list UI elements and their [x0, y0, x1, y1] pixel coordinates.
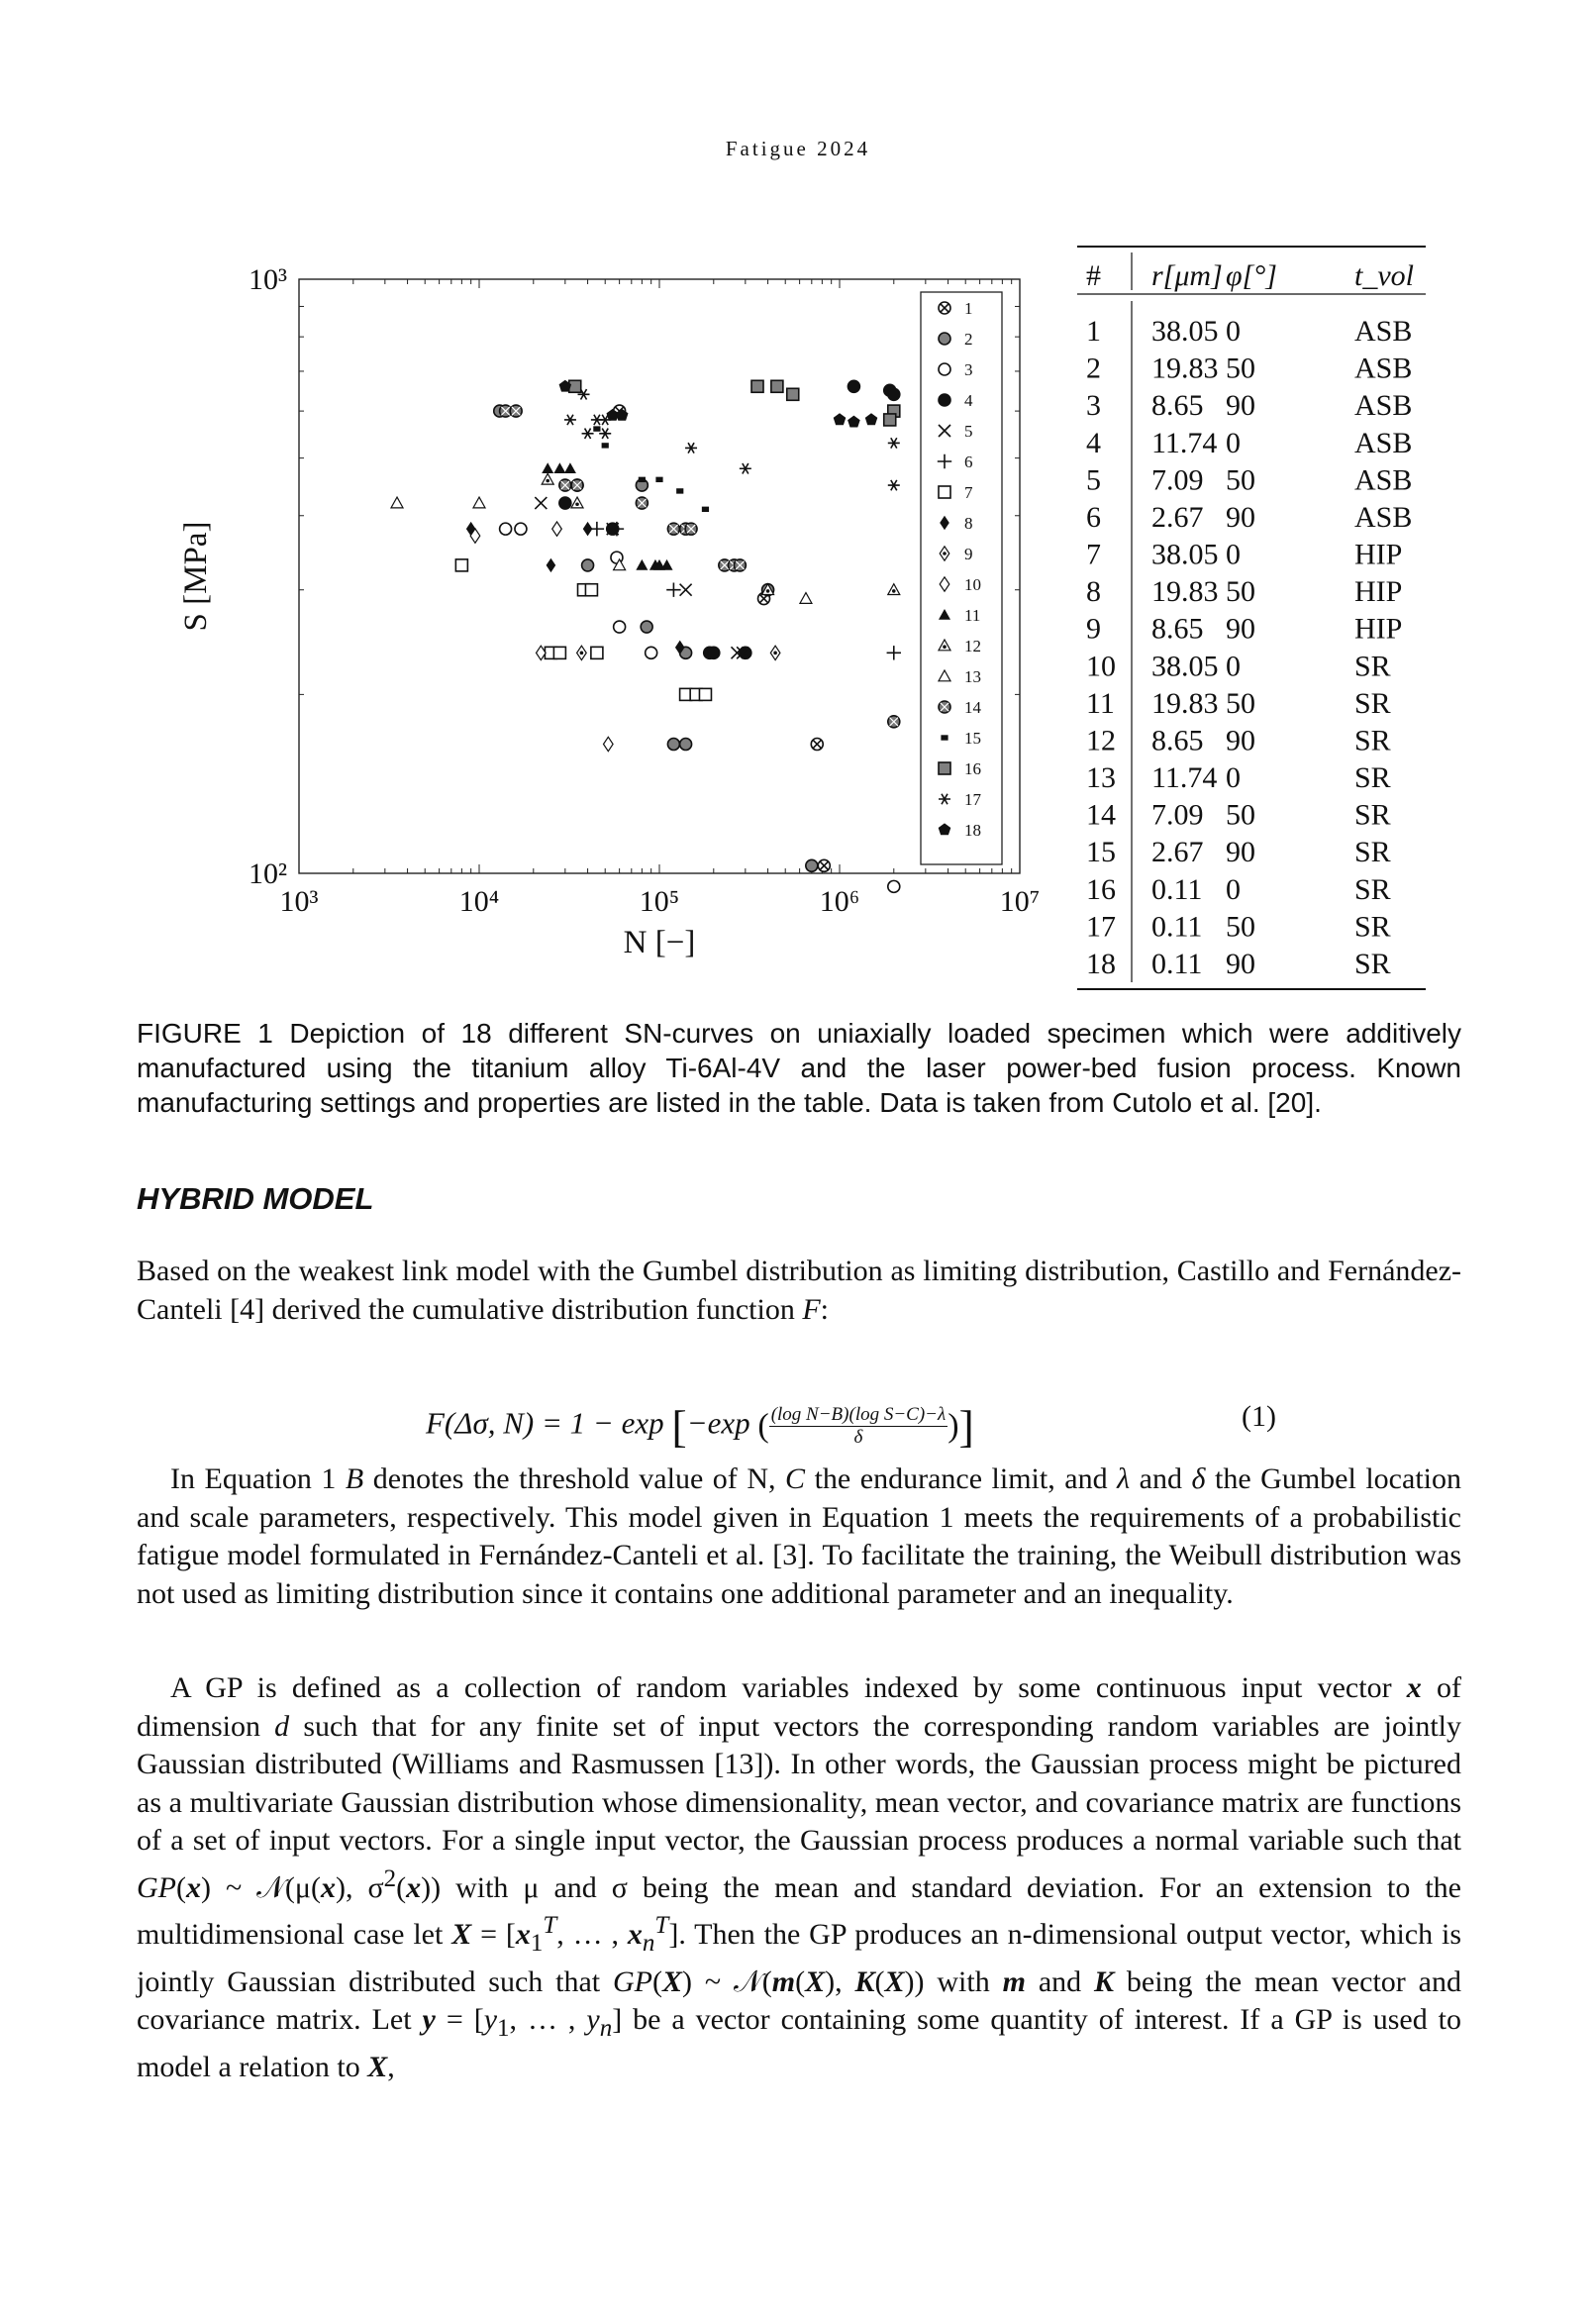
legend-label: 14 — [964, 698, 981, 717]
data-point-series-14 — [559, 479, 571, 491]
y-tick-label: 10³ — [249, 263, 287, 296]
table-cell: 90 — [1226, 500, 1255, 534]
data-point-series-3 — [646, 647, 657, 658]
legend-label: 8 — [964, 514, 973, 533]
data-point-series-13 — [800, 593, 812, 604]
legend-marker-14 — [939, 701, 950, 713]
data-point-series-14 — [888, 716, 900, 728]
data-point-series-7 — [455, 559, 467, 571]
table-cell: 7.09 — [1151, 798, 1204, 832]
table-cell: 8 — [1086, 575, 1101, 609]
table-header-cell: φ[°] — [1226, 259, 1277, 292]
table-cell: 90 — [1226, 948, 1255, 980]
data-point-series-14 — [685, 523, 697, 535]
data-point-series-12 — [888, 584, 900, 595]
data-point-series-14 — [571, 479, 583, 491]
legend-marker-2 — [939, 333, 950, 345]
plot-frame — [299, 279, 1020, 873]
data-point-series-12 — [571, 497, 583, 508]
data-point-series-17 — [740, 463, 751, 473]
data-point-series-15 — [639, 477, 646, 482]
paragraph-1: Based on the weakest link model with the Gumbel distribution as limiting distribution, Castillo and Fernández-Canteli [4] derived the cumulative distribution function F: — [137, 1255, 1461, 1326]
data-point-series-2 — [680, 739, 692, 751]
legend-label: 3 — [964, 360, 973, 379]
table-cell: 0.11 — [1151, 910, 1203, 944]
x-tick-label: 10⁵ — [639, 885, 680, 918]
table-cell: 0 — [1226, 315, 1241, 348]
table-cell: 16 — [1086, 872, 1116, 906]
data-point-series-15 — [602, 443, 609, 448]
data-point-series-16 — [569, 380, 581, 392]
data-point-series-9 — [577, 646, 587, 659]
table-cell: 19.83 — [1151, 575, 1219, 609]
table-cell: ASB — [1354, 500, 1413, 534]
figure-caption: FIGURE 1 Depiction of 18 different SN-curves on uniaxially loaded specimen which were additively manufactured using the titanium alloy Ti-6Al-4V and the laser power-bed fusion process. Known manufacturing settings and properties are listed in the table. Data is taken from Cutolo et al. [20]. — [137, 1018, 1461, 1118]
data-point-series-7 — [553, 647, 565, 658]
data-point-series-14 — [636, 497, 648, 509]
data-point-series-13 — [391, 497, 403, 508]
legend-label: 16 — [964, 759, 981, 778]
table-cell: SR — [1354, 761, 1391, 795]
table-cell: SR — [1354, 948, 1391, 980]
equation-fraction — [769, 1404, 948, 1449]
table-cell: 12 — [1086, 724, 1116, 757]
table-cell: 50 — [1226, 352, 1255, 385]
legend-marker-1 — [939, 302, 950, 314]
data-point-series-4 — [888, 388, 900, 400]
data-point-series-11 — [553, 462, 565, 473]
legend-label: 17 — [964, 790, 981, 809]
data-point-series-4 — [559, 497, 571, 509]
table-cell: 0 — [1226, 761, 1241, 795]
data-point-series-15 — [702, 507, 709, 512]
paragraph-2: In Equation 1 B denotes the threshold value of N, C the endurance limit, and λ and δ the Gumbel location and scale parameters, respectively. This model given in Equation 1 meets the requirements of a probabilistic fatigue model formulated in Fernández-Canteli et al. [3]. To facilitate the training, the Weibull distribution was not used as limiting distribution since it contains one additional parameter and an inequality. — [137, 1462, 1461, 1610]
y-axis-label: S [MPa] — [178, 521, 214, 632]
table-cell: 0 — [1226, 650, 1241, 683]
data-point-series-14 — [510, 405, 522, 417]
table-cell: ASB — [1354, 315, 1413, 348]
data-point-series-14 — [734, 559, 746, 571]
table-cell: 90 — [1226, 389, 1255, 423]
equation-1 — [0, 1386, 1596, 1456]
data-point-series-16 — [771, 380, 783, 392]
data-point-series-10 — [552, 522, 562, 536]
x-tick-label: 10⁶ — [819, 885, 860, 918]
data-point-series-6 — [666, 583, 680, 597]
figure-1 — [0, 0, 1596, 1000]
table-cell: 0.11 — [1151, 872, 1203, 906]
table-cell: 0 — [1226, 426, 1241, 459]
legend-marker-3 — [939, 363, 950, 375]
data-point-series-9 — [770, 646, 780, 659]
legend-label: 5 — [964, 422, 973, 441]
data-point-series-11 — [564, 462, 576, 473]
data-point-series-4 — [708, 647, 720, 658]
data-point-series-15 — [593, 426, 600, 431]
equation-lhs: F(Δσ, N) = 1 − exp — [426, 1405, 664, 1441]
legend-label: 15 — [964, 729, 981, 748]
table-cell: 1 — [1086, 315, 1101, 348]
data-point-series-2 — [667, 739, 679, 751]
data-point-series-16 — [787, 388, 799, 400]
data-point-series-5 — [680, 584, 692, 596]
data-point-series-3 — [614, 621, 626, 633]
table-cell: 38.05 — [1151, 538, 1219, 571]
table-cell: SR — [1354, 872, 1391, 906]
table-cell: SR — [1354, 724, 1391, 757]
table-cell: 0 — [1226, 538, 1241, 571]
table-header-cell: r[μm] — [1151, 259, 1223, 292]
data-point-series-3 — [888, 880, 900, 892]
data-point-series-2 — [582, 559, 594, 571]
legend-label: 18 — [964, 821, 981, 840]
table-cell: 90 — [1226, 724, 1255, 757]
legend-label: 11 — [964, 606, 981, 625]
equation-numerator: (log N−B)(log S−C)−λ — [770, 1404, 947, 1425]
legend-label: 13 — [964, 667, 981, 686]
table-cell: HIP — [1354, 612, 1403, 646]
table-cell: 90 — [1226, 836, 1255, 869]
legend-label: 6 — [964, 453, 973, 471]
table-cell: 6 — [1086, 500, 1101, 534]
data-point-series-11 — [661, 559, 673, 570]
table-cell: ASB — [1354, 389, 1413, 423]
data-point-series-15 — [655, 477, 662, 482]
running-header: Fatigue 2024 — [725, 137, 871, 160]
table-cell: 18 — [1086, 948, 1116, 980]
table-cell: 11.74 — [1151, 761, 1218, 795]
data-point-series-1 — [811, 739, 823, 751]
legend-label: 9 — [964, 545, 973, 563]
equation-denominator: δ — [853, 1427, 863, 1448]
legend-label: 1 — [964, 299, 973, 318]
table-header-cell: # — [1086, 259, 1101, 292]
table-cell: 10 — [1086, 650, 1116, 683]
data-point-series-7 — [699, 688, 711, 700]
legend-marker-4 — [939, 394, 950, 406]
data-point-series-8 — [583, 522, 593, 536]
data-point-series-18 — [848, 416, 860, 428]
chart-axes — [178, 263, 1040, 960]
x-tick-label: 10⁷ — [999, 885, 1041, 918]
data-point-series-18 — [834, 413, 847, 425]
table-cell: SR — [1354, 798, 1391, 832]
x-tick-label: 10³ — [279, 885, 319, 918]
data-point-series-17 — [888, 438, 900, 448]
equation-body: F(Δσ, N) = 1 − exp [−exp ( $\frac{\text{(log N−B)(log S−C)−λ}}{\delta}$ )] — [426, 1401, 974, 1452]
table-cell: HIP — [1354, 575, 1403, 609]
table-cell: 7.09 — [1151, 463, 1204, 497]
table-cell: HIP — [1354, 538, 1403, 571]
table-cell: 2 — [1086, 352, 1101, 385]
data-point-series-6 — [887, 646, 901, 659]
data-point-series-8 — [547, 558, 556, 572]
table-cell: 3 — [1086, 389, 1101, 423]
data-point-series-17 — [564, 415, 576, 425]
table-cell: 8.65 — [1151, 724, 1204, 757]
data-point-series-17 — [582, 429, 594, 439]
data-point-series-2 — [641, 621, 652, 633]
data-point-series-3 — [515, 523, 527, 535]
table-cell: 14 — [1086, 798, 1116, 832]
table-cell: 2.67 — [1151, 836, 1204, 869]
data-point-series-17 — [599, 429, 611, 439]
legend-box — [921, 292, 1002, 864]
table-cell: 15 — [1086, 836, 1116, 869]
table-cell: ASB — [1354, 352, 1413, 385]
data-point-series-3 — [500, 523, 512, 535]
table-cell: 8.65 — [1151, 389, 1204, 423]
paragraph-3: A GP is defined as a collection of random variables indexed by some continuous input vector x of dimension d such that for any finite set of input vectors the corresponding random variables are jointly Gaussian distributed (Williams and Rasmussen [13]). In other words, the Gaussian process might be pictured as a multivariate Gaussian distribution whose dimensionality, mean vector, and covariance matrix are functions of a set of input vectors. For a single input vector, the Gaussian process produces a normal variable such that GP(x) ~ 𝒩(μ(x), $\sigma^2(x)$) with μ and σ being the mean and standard deviation. For an extension to the multidimensional case let $X = [x_1^T$, … , $x_n^T$]. Then the GP produces an n-dimensional output vector, which is jointly Gaussian distributed such that GP(X) ~ 𝒩(m(X), K(X)) with m and K being the mean vector and covariance matrix. Let $y = [y_1$, … , $y_n$] be a vector containing some quantity of interest. If a GP is used to model a relation to X, — [137, 1671, 1462, 2083]
data-point-series-15 — [676, 488, 683, 493]
table-cell: 19.83 — [1151, 352, 1219, 385]
table-cell: 50 — [1226, 798, 1255, 832]
data-point-series-18 — [865, 413, 878, 425]
chart-marks — [391, 380, 901, 893]
table-cell: 11.74 — [1151, 426, 1218, 459]
legend-label: 12 — [964, 637, 981, 655]
chart-legend — [921, 292, 1002, 864]
x-tick-label: 10⁴ — [458, 885, 500, 918]
table-cell: 50 — [1226, 463, 1255, 497]
data-point-series-7 — [591, 647, 603, 658]
table-cell: 9 — [1086, 612, 1101, 646]
legend-label: 4 — [964, 391, 973, 410]
legend-label: 2 — [964, 330, 973, 349]
table-cell: 50 — [1226, 910, 1255, 944]
table-cell: 38.05 — [1151, 315, 1219, 348]
data-point-series-16 — [884, 414, 896, 426]
table-cell: ASB — [1354, 426, 1413, 459]
table-cell: 0.11 — [1151, 948, 1203, 980]
table-cell: ASB — [1354, 463, 1413, 497]
table-cell: SR — [1354, 650, 1391, 683]
settings-table — [1077, 247, 1426, 989]
y-tick-label: 10² — [249, 857, 287, 890]
table-cell: 38.05 — [1151, 650, 1219, 683]
x-axis-label: N [−] — [623, 925, 696, 960]
table-cell: 5 — [1086, 463, 1101, 497]
table-cell: 50 — [1226, 686, 1255, 720]
data-point-series-17 — [685, 443, 697, 453]
table-cell: 50 — [1226, 575, 1255, 609]
data-point-series-5 — [535, 497, 547, 509]
data-point-series-12 — [542, 473, 553, 484]
data-point-series-14 — [667, 523, 679, 535]
data-point-series-16 — [751, 380, 763, 392]
data-point-series-13 — [473, 497, 485, 508]
table-cell: 4 — [1086, 426, 1101, 459]
table-cell: SR — [1354, 910, 1391, 944]
data-point-series-11 — [542, 462, 553, 473]
data-point-series-17 — [888, 480, 900, 490]
table-cell: 90 — [1226, 612, 1255, 646]
data-point-series-10 — [604, 737, 614, 751]
legend-marker-15 — [941, 735, 948, 740]
legend-marker-16 — [939, 762, 950, 774]
table-cell: 13 — [1086, 761, 1116, 795]
equation-number: (1) — [1242, 1400, 1276, 1433]
data-point-series-4 — [848, 380, 859, 392]
equation-inner: −exp — [686, 1405, 750, 1441]
table-header-cell: t_vol — [1354, 259, 1414, 292]
table-cell: 19.83 — [1151, 686, 1219, 720]
table-cell: 17 — [1086, 910, 1116, 944]
legend-label: 10 — [964, 575, 981, 594]
table-cell: 2.67 — [1151, 500, 1204, 534]
data-point-series-1 — [818, 859, 830, 871]
section-heading: HYBRID MODEL — [137, 1181, 374, 1216]
data-point-series-7 — [585, 584, 597, 596]
data-point-series-11 — [636, 559, 648, 570]
table-cell: 8.65 — [1151, 612, 1204, 646]
table-cell: SR — [1354, 686, 1391, 720]
legend-label: 7 — [964, 483, 973, 502]
table-cell: 11 — [1086, 686, 1115, 720]
table-cell: SR — [1354, 836, 1391, 869]
table-cell: 7 — [1086, 538, 1101, 571]
table-cell: 0 — [1226, 872, 1241, 906]
legend-marker-7 — [939, 486, 950, 498]
data-point-series-2 — [806, 859, 818, 871]
